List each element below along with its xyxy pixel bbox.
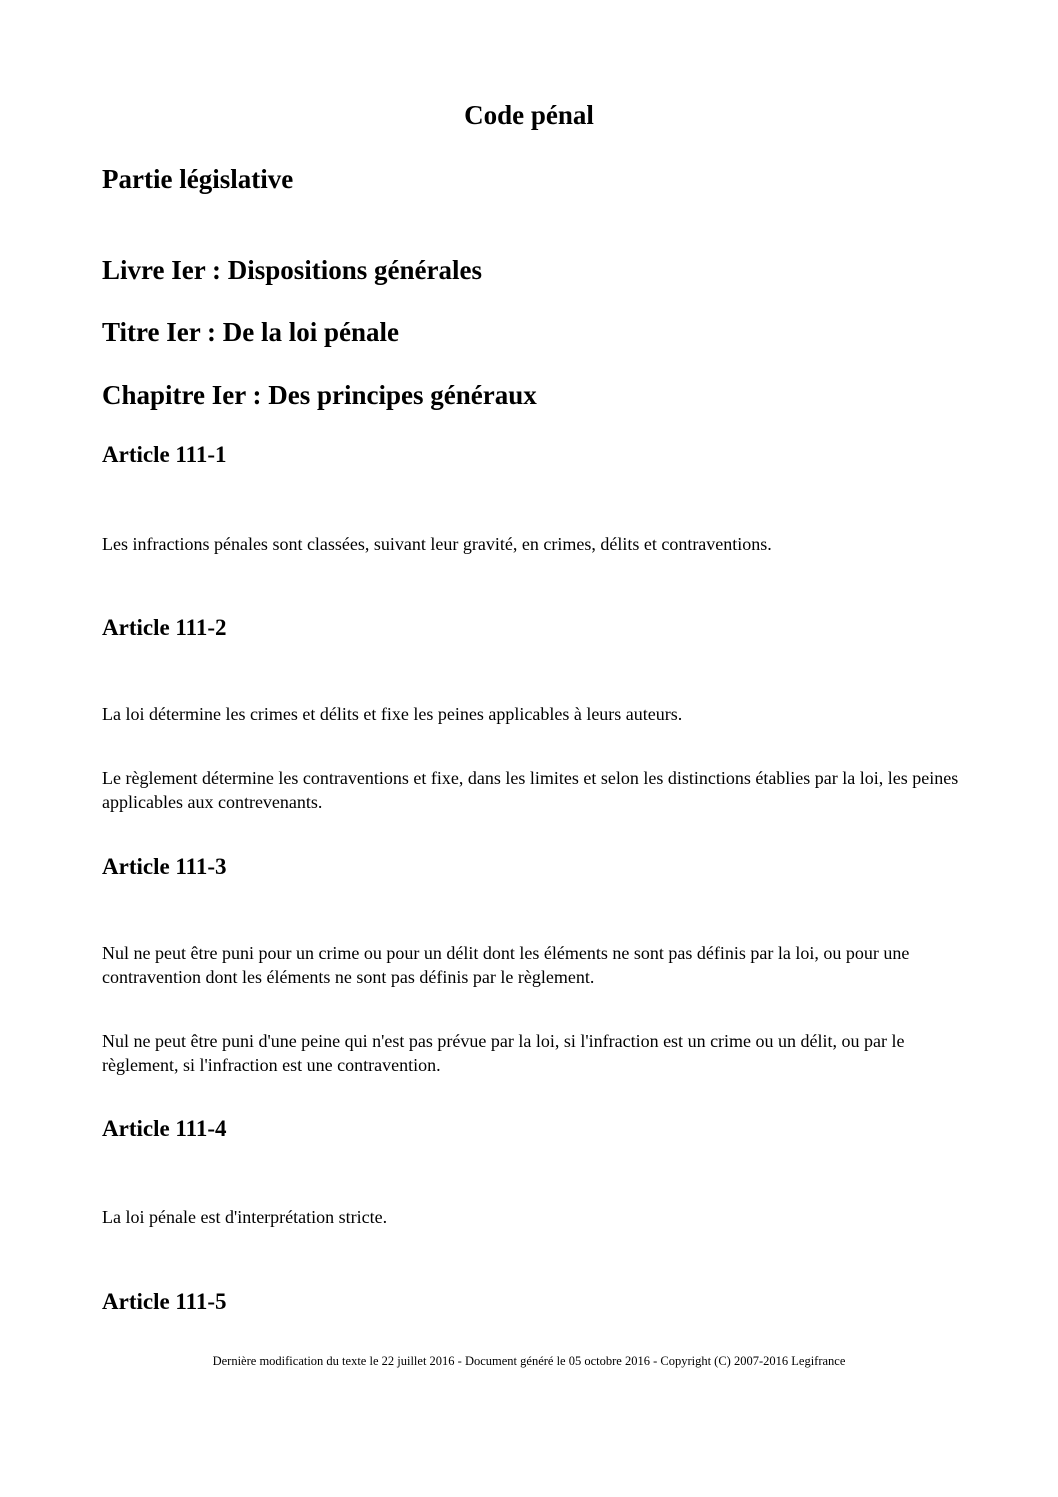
article-heading: Article 111-4 — [102, 1116, 227, 1141]
chapter-heading: Chapitre Ier : Des principes généraux — [102, 380, 537, 410]
article-heading: Article 111-1 — [102, 442, 227, 467]
article-heading: Article 111-2 — [102, 615, 227, 640]
article-heading: Article 111-5 — [102, 1289, 227, 1314]
article-heading: Article 111-3 — [102, 854, 227, 879]
article-paragraph: Le règlement détermine les contraventions et fixe, dans les limites et selon les distinctions établies par la loi, les peines applicables aux contrevenants. — [102, 768, 959, 812]
article-paragraph: Nul ne peut être puni pour un crime ou pour un délit dont les éléments ne sont pas définis par la loi, ou pour une contravention dont les éléments ne sont pas définis par le règlement. — [102, 943, 910, 987]
title-section-heading: Titre Ier : De la loi pénale — [102, 317, 399, 347]
part-heading: Partie législative — [102, 164, 294, 194]
article-paragraph: Les infractions pénales sont classées, suivant leur gravité, en crimes, délits et contraventions. — [102, 534, 772, 554]
article-paragraph: La loi pénale est d'interprétation stricte. — [102, 1207, 388, 1227]
book-heading: Livre Ier : Dispositions générales — [102, 255, 482, 285]
page-footer: Dernière modification du texte le 22 juillet 2016 - Document généré le 05 octobre 2016 - Copyright (C) 2007-2016 Legifrance — [212, 1354, 846, 1368]
article-paragraph: La loi détermine les crimes et délits et fixe les peines applicables à leurs auteurs. — [102, 704, 683, 724]
document-title: Code pénal — [464, 100, 594, 130]
article-paragraph: Nul ne peut être puni d'une peine qui n'est pas prévue par la loi, si l'infraction est un crime ou un délit, ou par le règlement, si l'infraction est une contravention. — [102, 1031, 905, 1075]
